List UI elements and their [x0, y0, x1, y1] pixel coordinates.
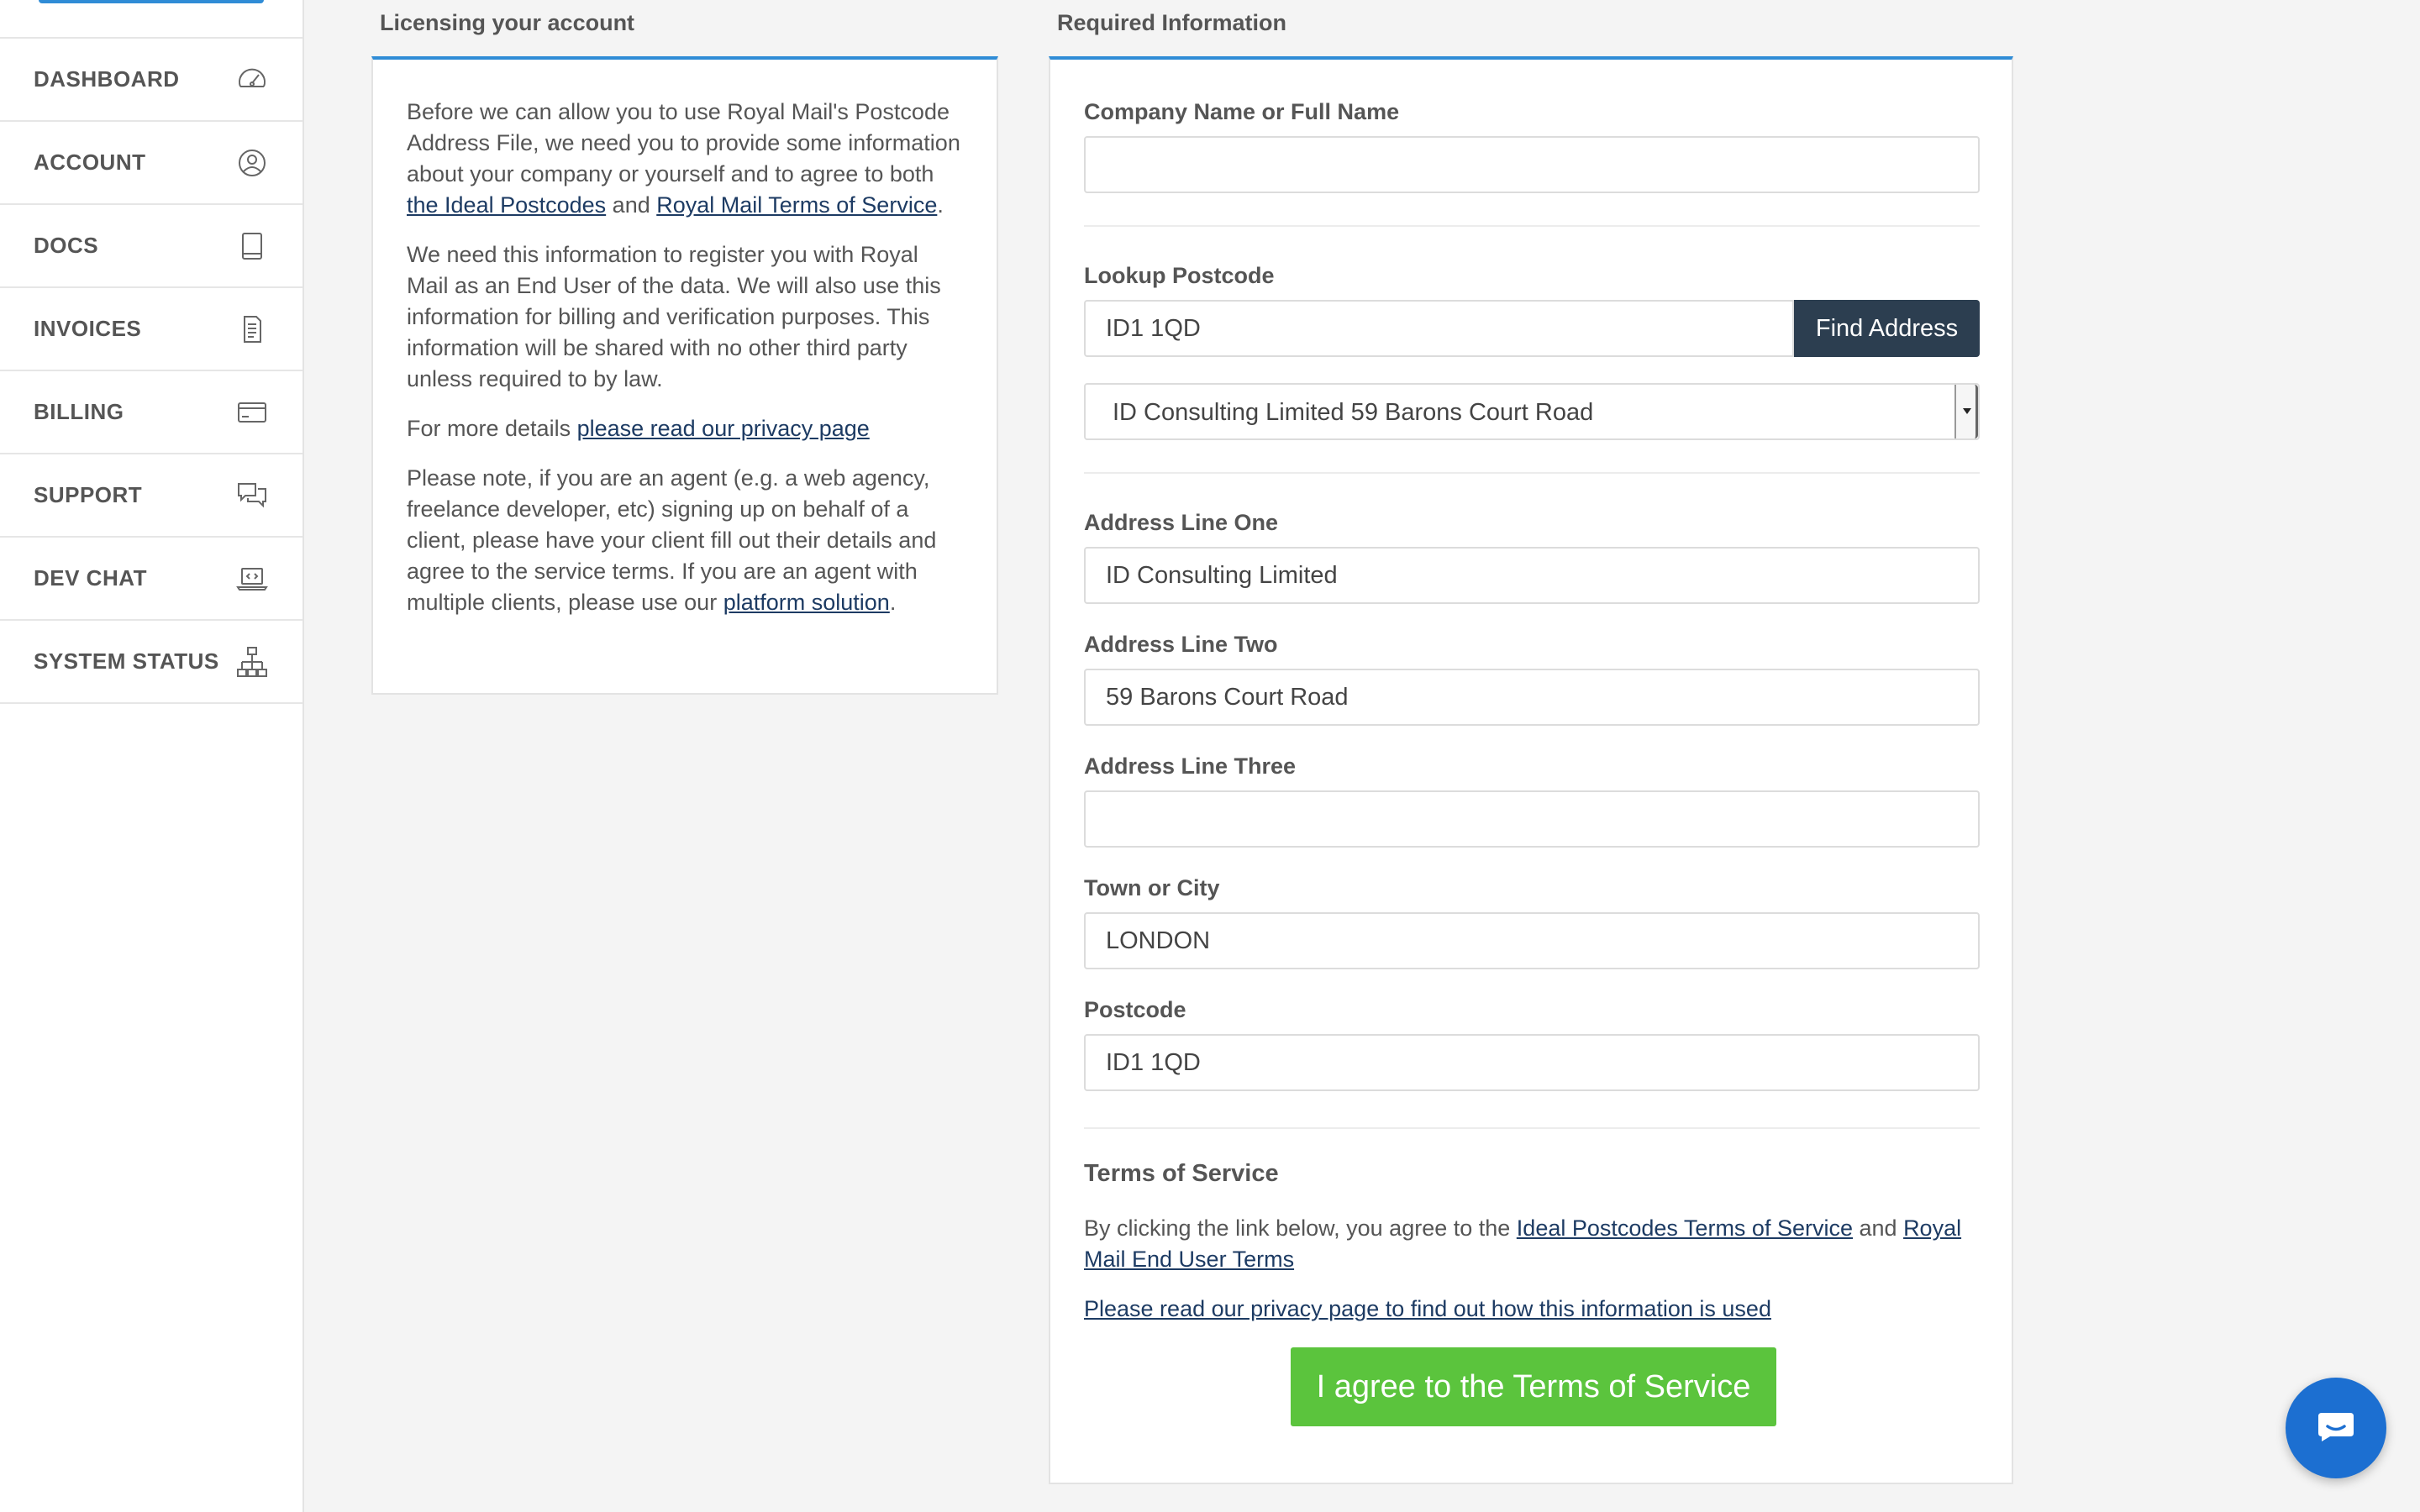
- lookup-postcode-label: Lookup Postcode: [1084, 263, 1275, 288]
- sidebar-item-label: BILLING: [34, 399, 124, 424]
- sidebar-item-account[interactable]: [0, 122, 302, 205]
- tos-privacy-link[interactable]: Please read our privacy page to find out how this information is used: [1084, 1296, 1771, 1321]
- company-label: Company Name or Full Name: [1084, 99, 1400, 124]
- address-select[interactable]: [1084, 383, 1980, 440]
- ideal-postcodes-link[interactable]: the Ideal Postcodes: [407, 192, 607, 218]
- sidebar-top-button[interactable]: [39, 0, 264, 3]
- licensing-title: Licensing your account: [380, 10, 635, 35]
- address-line-two-label: Address Line Two: [1084, 632, 1278, 657]
- tos-prefix-text: By clicking the link below, you agree to the: [1084, 1215, 1517, 1241]
- address-line-three-input[interactable]: [1084, 790, 1980, 848]
- credit-card-icon: [235, 396, 269, 429]
- divider: [1084, 472, 1980, 474]
- sidebar-item-docs[interactable]: [0, 205, 302, 288]
- intro-text: Before we can allow you to use Royal Mail's Postcode Address File, we need you to provide some information about your company or yourself and to agree to both: [407, 99, 960, 186]
- sidebar-item-label: DOCS: [34, 233, 99, 258]
- sidebar-item-support[interactable]: [0, 454, 302, 538]
- town-input[interactable]: [1084, 912, 1980, 969]
- ideal-postcodes-tos-link[interactable]: Ideal Postcodes Terms of Service: [1516, 1215, 1853, 1241]
- sidebar-item-label: SUPPORT: [34, 482, 143, 507]
- tos-title: Terms of Service: [1084, 1160, 1279, 1187]
- lookup-postcode-input[interactable]: [1084, 300, 1794, 357]
- agent-text: Please note, if you are an agent (e.g. a web agency, freelance developer, etc) signing up on behalf of a client, please have your client fill out their details and agree to the service terms. If you are an agent with multiple clients, please use our: [407, 465, 937, 615]
- document-icon: [235, 312, 269, 346]
- divider: [1084, 225, 1980, 227]
- laptop-code-icon: [235, 562, 269, 596]
- intro-end-text: .: [937, 192, 944, 218]
- sidebar-item-dev-chat[interactable]: [0, 538, 302, 621]
- chat-icon: [2315, 1410, 2357, 1447]
- address-line-two-input[interactable]: [1084, 669, 1980, 726]
- licensing-registration-text: We need this information to register you with Royal Mail as an End User of the data. We will also use this information for billing and verification purposes. This information will be shared with no other third party unless required to by law.: [407, 242, 941, 391]
- sidebar-item-label: DASHBOARD: [34, 66, 180, 92]
- tos-and-text: and: [1853, 1215, 1904, 1241]
- intro-and-text: and: [606, 192, 657, 218]
- sidebar: [0, 0, 304, 1512]
- sidebar-item-invoices[interactable]: [0, 288, 302, 371]
- sidebar-item-label: SYSTEM STATUS: [34, 648, 219, 674]
- network-icon: [235, 645, 269, 679]
- privacy-page-link[interactable]: please read our privacy page: [576, 416, 870, 441]
- sidebar-item-dashboard[interactable]: [0, 39, 302, 122]
- privacy-prefix-text: For more details: [407, 416, 577, 441]
- sidebar-item-system-status[interactable]: [0, 621, 302, 704]
- town-label: Town or City: [1084, 875, 1220, 900]
- chat-bubbles-icon: [235, 479, 269, 512]
- user-circle-icon: [235, 146, 269, 180]
- required-info-title: Required Information: [1057, 10, 1287, 35]
- royal-mail-end-user-terms-link[interactable]: Royal Mail End User Terms: [1084, 1215, 1962, 1272]
- divider: [1084, 1127, 1980, 1129]
- required-info-panel: [1049, 56, 2013, 1484]
- sidebar-item-label: DEV CHAT: [34, 565, 147, 591]
- agent-end-text: .: [889, 590, 897, 615]
- licensing-agent-text: [407, 463, 963, 618]
- royal-mail-tos-link[interactable]: Royal Mail Terms of Service: [656, 192, 938, 218]
- postcode-input[interactable]: [1084, 1034, 1980, 1091]
- postcode-label: Postcode: [1084, 997, 1186, 1022]
- sidebar-nav: [0, 37, 302, 704]
- address-line-one-input[interactable]: [1084, 547, 1980, 604]
- tos-text: [1084, 1213, 1980, 1275]
- chat-launcher-button[interactable]: [2286, 1378, 2386, 1478]
- licensing-privacy-text: [407, 413, 963, 444]
- tos-privacy-line: [1084, 1294, 1980, 1325]
- platform-solution-link[interactable]: platform solution: [723, 590, 890, 615]
- sidebar-item-label: INVOICES: [34, 316, 142, 341]
- chevron-down-icon[interactable]: [1954, 385, 1978, 438]
- licensing-intro: [407, 97, 963, 221]
- address-line-three-label: Address Line Three: [1084, 753, 1297, 779]
- address-line-one-label: Address Line One: [1084, 510, 1279, 535]
- sidebar-item-billing[interactable]: [0, 371, 302, 454]
- sidebar-item-label: ACCOUNT: [34, 150, 146, 175]
- find-address-button[interactable]: Find Address: [1794, 300, 1980, 357]
- agree-tos-button[interactable]: I agree to the Terms of Service: [1291, 1347, 1776, 1426]
- speedometer-icon: [235, 63, 269, 97]
- book-icon: [235, 229, 269, 263]
- company-input[interactable]: [1084, 136, 1980, 193]
- address-select-value: ID Consulting Limited 59 Barons Court Road: [1113, 399, 1594, 426]
- licensing-panel: [371, 56, 998, 695]
